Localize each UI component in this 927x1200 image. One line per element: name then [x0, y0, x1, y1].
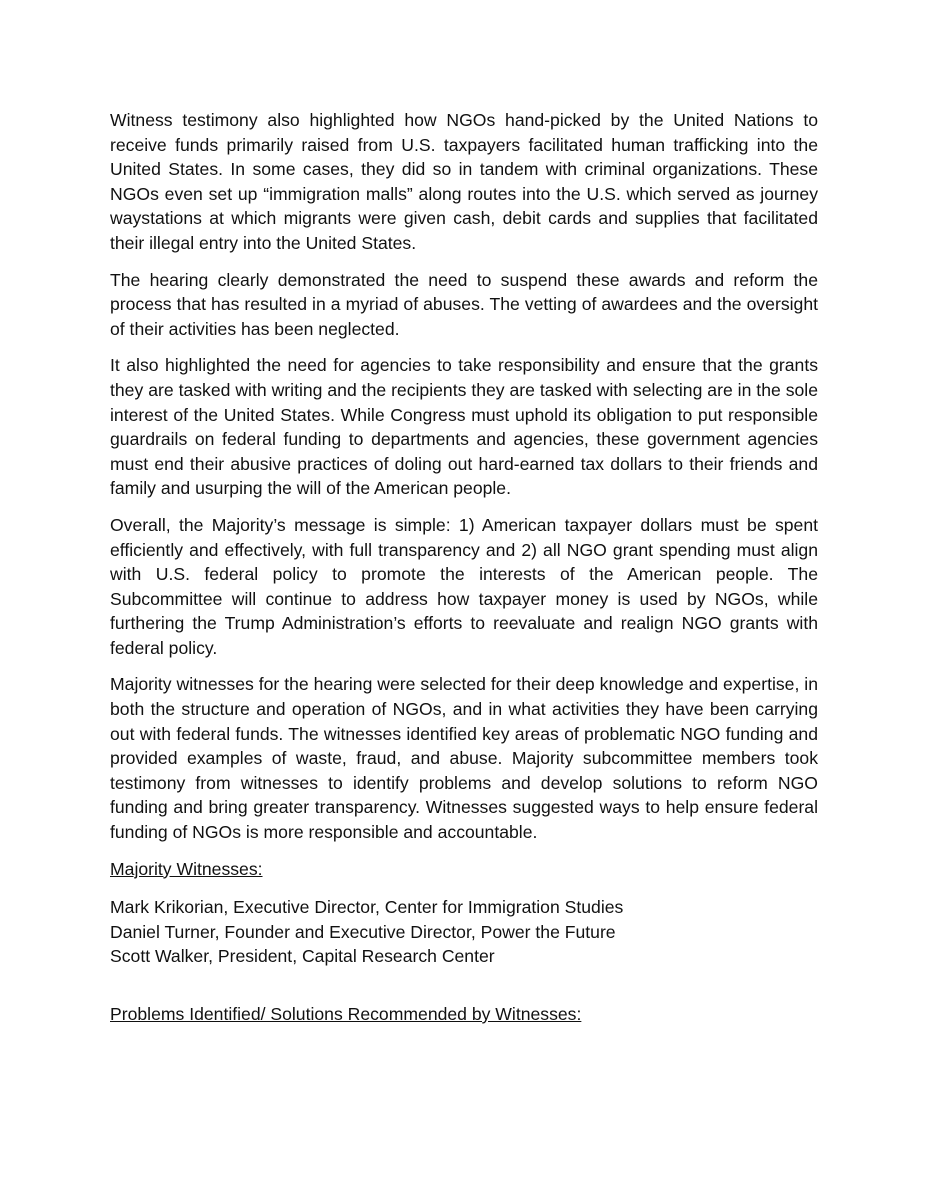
- paragraph-agency-responsibility: It also highlighted the need for agencies to take responsibility and ensure that the grants they are tasked with writing and the recipients they are tasked with selecting are in the sole interest of the United States. While Congress must uphold its obligation to put responsible guardrails on federal funding to departments and agencies, these government agencies must end their abusive practices of doling out hard-earned tax dollars to their friends and family and usurping the will of the American people.: [110, 355, 818, 499]
- paragraph-hearing-demonstrated: The hearing clearly demonstrated the need to suspend these awards and reform the process that has resulted in a myriad of abuses. The vetting of awardees and the oversight of their activities has been neglected.: [110, 269, 818, 339]
- majority-witnesses-heading: Majority Witnesses:: [110, 858, 263, 879]
- witness-item: Mark Krikorian, Executive Director, Center for Immigration Studies: [110, 897, 624, 918]
- document-body: [110, 108, 818, 1027]
- witness-item: Scott Walker, President, Capital Research Center: [110, 946, 495, 967]
- paragraph-witness-testimony: Witness testimony also highlighted how NGOs hand-picked by the United Nations to receive funds primarily raised from U.S. taxpayers facilitated human trafficking into the United States. In some cases, they did so in tandem with criminal organizations. These NGOs even set up “immigration malls” along routes into the U.S. which served as journey waystations at which migrants were given cash, debit cards and supplies that facilitated their illegal entry into the United States.: [110, 110, 818, 253]
- witness-item: Daniel Turner, Founder and Executive Director, Power the Future: [110, 921, 616, 942]
- paragraph-majority-witnesses: Majority witnesses for the hearing were selected for their deep knowledge and expertise, in both the structure and operation of NGOs, and in what activities they have been carrying out with federal funds. The witnesses identified key areas of problematic NGO funding and provided examples of waste, fraud, and abuse. Majority subcommittee members took testimony from witnesses to identify problems and develop solutions to reform NGO funding and bring greater transparency. Witnesses suggested ways to help ensure federal funding of NGOs is more responsible and accountable.: [110, 674, 818, 843]
- witness-list: [110, 895, 818, 969]
- paragraph-majority-message: Overall, the Majority’s message is simple: 1) American taxpayer dollars must be spent efficiently and effectively, with full transparency and 2) all NGO grant spending must align with U.S. federal policy to promote the interests of the American people. The Subcommittee will continue to address how taxpayer money is used by NGOs, while furthering the Trump Administration’s efforts to reevaluate and realign NGO grants with federal policy.: [110, 514, 818, 658]
- problems-solutions-heading: Problems Identified/ Solutions Recommended by Witnesses:: [110, 1004, 582, 1024]
